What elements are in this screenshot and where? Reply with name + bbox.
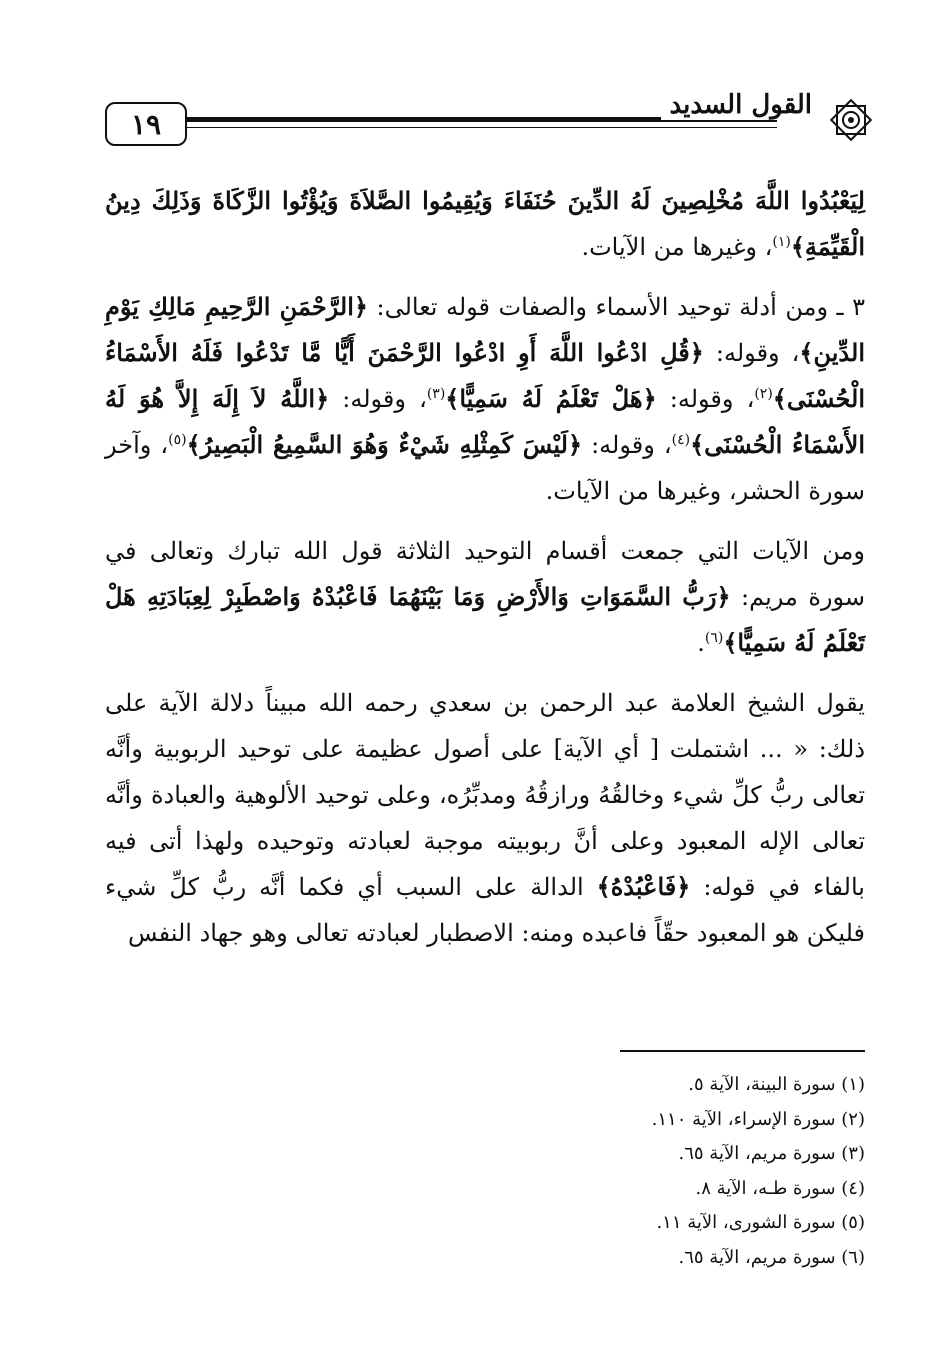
quran-verse: ﴿الرَّحْمَنِ الرَّحِيمِ مَالِكِ يَوْمِ الدِّينِ﴾	[105, 292, 866, 367]
text-run: ، وقوله:	[329, 385, 427, 413]
footnote-reference: (٥)	[168, 432, 187, 448]
paragraph	[105, 284, 865, 514]
footnote-reference: (١)	[772, 234, 791, 250]
paragraph	[105, 178, 865, 270]
text-run: ، وقوله:	[656, 385, 755, 413]
footnotes	[565, 1068, 865, 1275]
text-run: ، وقوله:	[582, 431, 672, 459]
footnote-reference: (٣)	[426, 386, 446, 402]
text-run: ومن الآيات التي جمعت أقسام التوحيد الثلاثة قول الله تبارك وتعالى في سورة مريم:	[105, 537, 866, 611]
quran-verse: ﴿رَبُّ السَّمَوَاتِ وَالأَرْضِ وَمَا بَيْنَهُمَا فَاعْبُدْهُ وَاصْطَبِرْ لِعِبَادَتِهِ هَلْ تَعْلَمُ لَهُ سَمِيًّا﴾	[105, 582, 865, 657]
star-ornament-icon	[827, 96, 875, 144]
page-header	[105, 90, 875, 150]
footnote-reference: (٦)	[704, 630, 724, 646]
footnote-separator	[620, 1050, 865, 1052]
text-run: ٣ ـ ومن أدلة توحيد الأسماء والصفات قوله تعالى:	[367, 293, 866, 321]
paragraph	[105, 528, 865, 666]
quran-verse: ﴿اللَّهُ لاَ إِلَهَ إِلاَّ هُوَ لَهُ الأَسْمَاءُ الْحُسْنَى﴾	[105, 384, 865, 459]
page-number-box	[105, 102, 187, 146]
footnote-item: (١) سورة البينة، الآية ٥.	[688, 1074, 865, 1095]
footnote-item: (٣) سورة مريم، الآية ٦٥.	[678, 1143, 865, 1164]
text-run: الدالة على السبب أي فكما أنَّه ربُّ كلِّ شيء فليكن هو المعبود حقّاً فاعبده ومنه: الاصطبار لعبادته تعالى وهو جهاد النفس	[105, 873, 865, 947]
quran-verse: لِيَعْبُدُوا اللَّهَ مُخْلِصِينَ لَهُ الدِّينَ حُنَفَاءَ وَيُقِيمُوا الصَّلاَةَ وَيُؤْتُوا الزَّكَاةَ وَذَلِكَ دِينُ الْقَيِّمَةِ﴾	[105, 186, 865, 261]
quran-verse: ﴿لَيْسَ كَمِثْلِهِ شَيْءٌ وَهُوَ السَّمِيعُ الْبَصِيرُ﴾	[186, 430, 583, 459]
main-text	[105, 178, 865, 970]
paragraph	[105, 680, 865, 956]
text-run: يقول الشيخ العلامة عبد الرحمن بن سعدي رحمه الله مبيناً دلالة الآية على ذلك: « ... اشتملت [ أي الآية] على أصول عظيمة على توحيد الربوبية وأنَّه تعالى ربُّ كلِّ شيء وخالقُهُ ورازقُهُ ومدبِّرُه، وعلى توحيد الألوهية والعبادة وأنَّه تعالى الإله المعبود وعلى أنَّ ربوبيته موجبة لعبادته وتوحيده ولهذا أتى فيه بالفاء في قوله:	[105, 689, 865, 901]
page-number: ١٩	[130, 107, 162, 141]
header-rule-thin	[185, 127, 777, 128]
text-run: ، وغيرها من الآيات.	[581, 233, 773, 261]
text-run: ، وآخر سورة الحشر، وغيرها من الآيات.	[105, 431, 865, 505]
text-run: ، وقوله:	[703, 339, 800, 367]
running-title: القول السديد	[661, 90, 820, 120]
footnote-item: (٥) سورة الشورى، الآية ١١.	[656, 1212, 865, 1233]
quran-verse: ﴿هَلْ تَعْلَمُ لَهُ سَمِيًّا﴾	[445, 384, 657, 413]
quran-verse: ﴿قُلِ ادْعُوا اللَّهَ أَوِ ادْعُوا الرَّحْمَنَ أَيًّا مَّا تَدْعُوا فَلَهُ الأَسْمَاءُ الْحُسْنَى﴾	[105, 338, 865, 413]
footnote-item: (٦) سورة مريم، الآية ٦٥.	[678, 1246, 865, 1268]
quran-verse: ﴿فَاعْبُدْهُ﴾	[596, 872, 691, 901]
footnote-item: (٢) سورة الإسراء، الآية ١١٠.	[651, 1108, 865, 1130]
footnote-reference: (٢)	[754, 386, 773, 402]
footnote-item: (٤) سورة طـه، الآية ٨.	[695, 1177, 865, 1199]
text-run: .	[697, 629, 705, 657]
footnote-reference: (٤)	[671, 432, 691, 448]
